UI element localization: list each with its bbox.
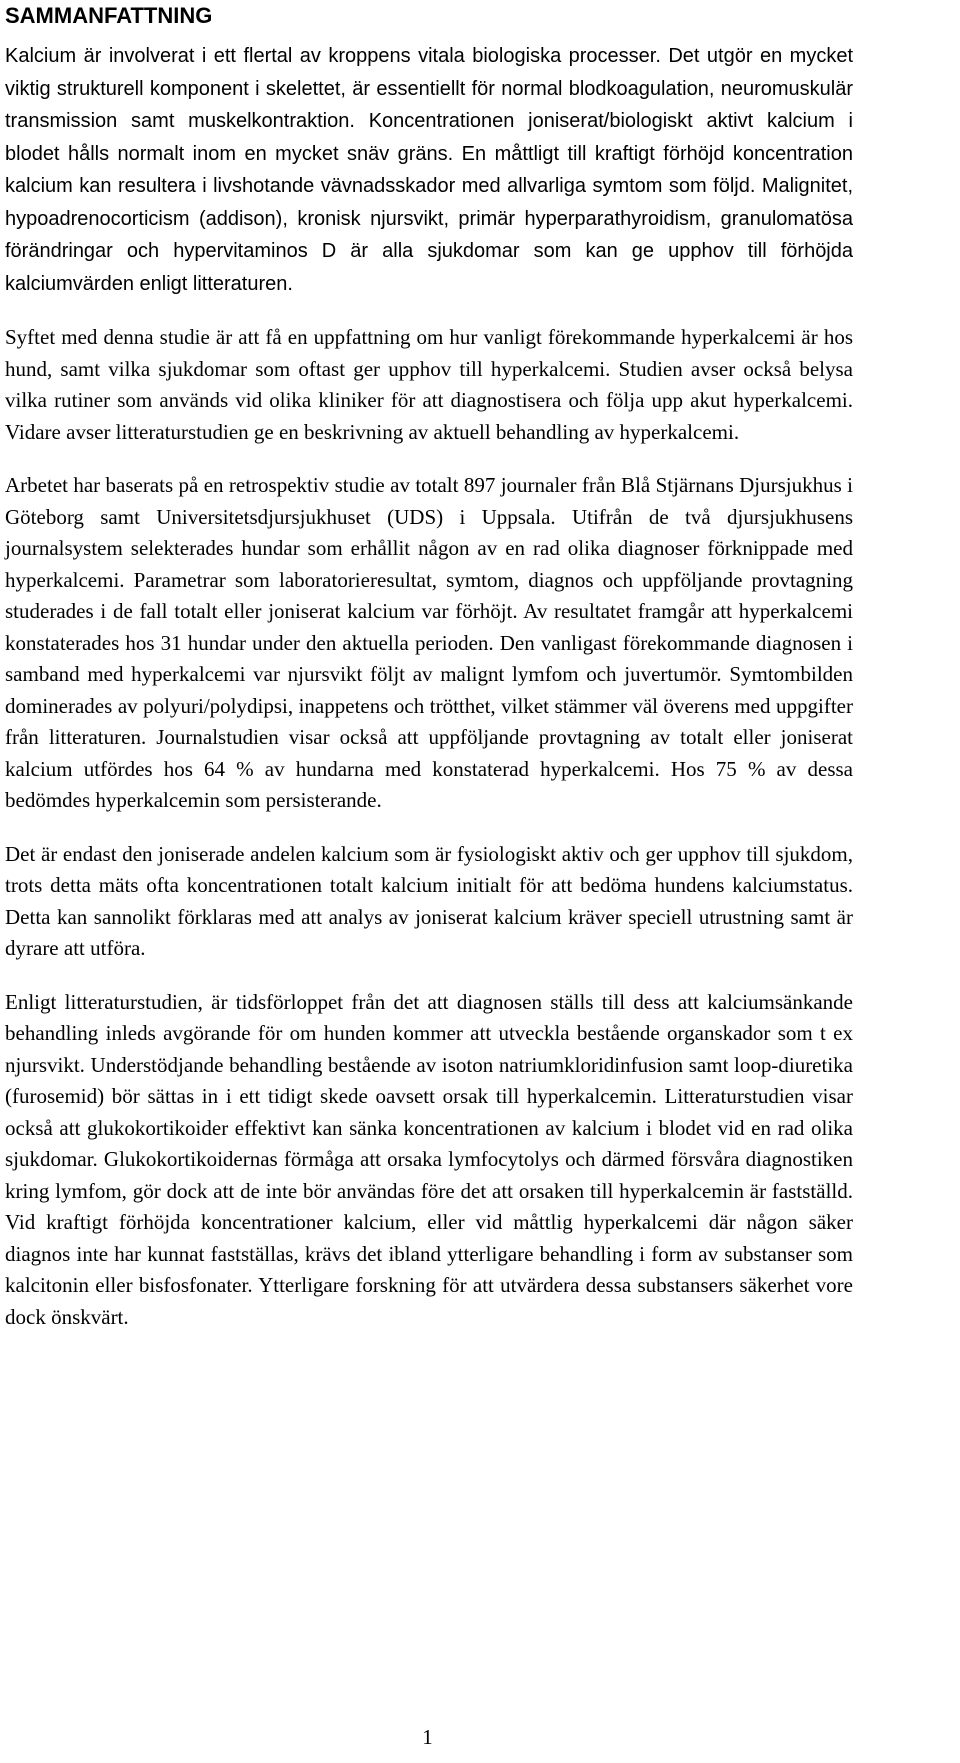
paragraph-5-text: Enligt litteraturstudien, är tidsförloppet från det att diagnosen ställs till dess att kalciumsänkande behandling inleds avgörande för om hunden kommer att utveckla bestående organskador som t ex njursvikt. Understödjande behandling bestående av isoton natriumkloridinfusion samt loop-diuretika (furosemid) bör sättas in i ett tidigt skede oavsett orsak till hyperkalcemin. Litteraturstudien visar också att glukokortikoider effektivt kan sänka koncentrationen av kalcium i blodet vid en rad olika sjukdomar. Glukokortikoidernas förmåga att orsaka lymfocytolys och därmed försvåra diagnostiken kring lymfom, gör dock att de inte bör användas före det att orsaken till hyperkalcemin är fastställd. Vid kraftigt förhöjda koncentrationer kalcium, eller vid måttlig hyperkalcemi där någon säker diagnos inte har kunnat fastställas, krävs det ibland ytterligare behandling i form av substanser som kalcitonin eller bisfosfonater. Ytterligare forskning för att utvärdera dessa substansers säkerhet vore dock önskvärt. [5, 989, 853, 1329]
summary-paragraph-5 [5, 987, 853, 1334]
summary-paragraph-4 [5, 839, 853, 965]
paragraph-2-text: Syftet med denna studie är att få en uppfattning om hur vanligt förekommande hyperkalcemi är hos hund, samt vilka sjukdomar som oftast ger upphov till hyperkalcemi. Studien avser också belysa vilka rutiner som används vid olika kliniker för att diagnostisera och följa upp akut hyperkalcemi. Vidare avser litteraturstudien ge en beskrivning av aktuell behandling av hyperkalcemi. [5, 325, 853, 444]
summary-paragraph-3 [5, 470, 853, 817]
paragraph-1-text: Kalcium är involverat i ett flertal av kroppens vitala biologiska processer. Det utgör en mycket viktig strukturell komponent i skelettet, är essentiellt för normal blodkoagulation, neuromuskulär transmission samt muskelkontraktion. Koncentrationen joniserat/biologiskt aktivt kalcium i blodet hålls normalt inom en mycket snäv gräns. En måttligt till kraftigt förhöjd koncentration kalcium kan resultera i livshotande vävnadsskador med allvarliga symtom som följd. Malignitet, hypoadrenocorticism (addison), kronisk njursvikt, primär hyperparathyroidism, granulomatösa förändringar och hypervitaminos D är alla sjukdomar som kan ge upphov till förhöjda kalciumvärden enligt litteraturen. [5, 45, 853, 295]
summary-paragraph-1 [5, 40, 853, 300]
summary-paragraph-2 [5, 322, 853, 448]
document-page [5, 0, 853, 1355]
page-number: 1 [422, 1725, 433, 1749]
section-heading: SAMMANFATTNING [5, 3, 213, 28]
paragraph-4-text: Det är endast den joniserade andelen kalcium som är fysiologiskt aktiv och ger upphov till sjukdom, trots detta mäts ofta koncentrationen totalt kalcium initialt för att bedöma hundens kalciumstatus. Detta kan sannolikt förklaras med att analys av joniserat kalcium kräver speciell utrustning samt är dyrare att utföra. [5, 841, 853, 960]
paragraph-3-text: Arbetet har baserats på en retrospektiv studie av totalt 897 journaler från Blå Stjärnans Djursjukhus i Göteborg samt Universitetsdjursjukhuset (UDS) i Uppsala. Utifrån de två djursjukhusens journalsystem selekterades hundar som erhållit någon av en rad olika diagnoser förknippade med hyperkalcemi. Parametrar som laboratorieresultat, symtom, diagnos och uppföljande provtagning studerades i de fall totalt eller joniserat kalcium var förhöjt. Av resultatet framgår att hyperkalcemi konstaterades hos 31 hundar under den aktuella perioden. Den vanligast förekommande diagnosen i samband med hyperkalcemi var njursvikt följt av malignt lymfom och juvertumör. Symtombilden dominerades av polyuri/polydipsi, inappetens och trötthet, vilket stämmer väl överens med uppgifter från litteraturen. Journalstudien visar också att uppföljande provtagning av totalt eller joniserat kalcium utfördes hos 64 % av hundarna med konstaterad hyperkalcemi. Hos 75 % av dessa bedömdes hyperkalcemin som persisterande. [5, 473, 853, 812]
